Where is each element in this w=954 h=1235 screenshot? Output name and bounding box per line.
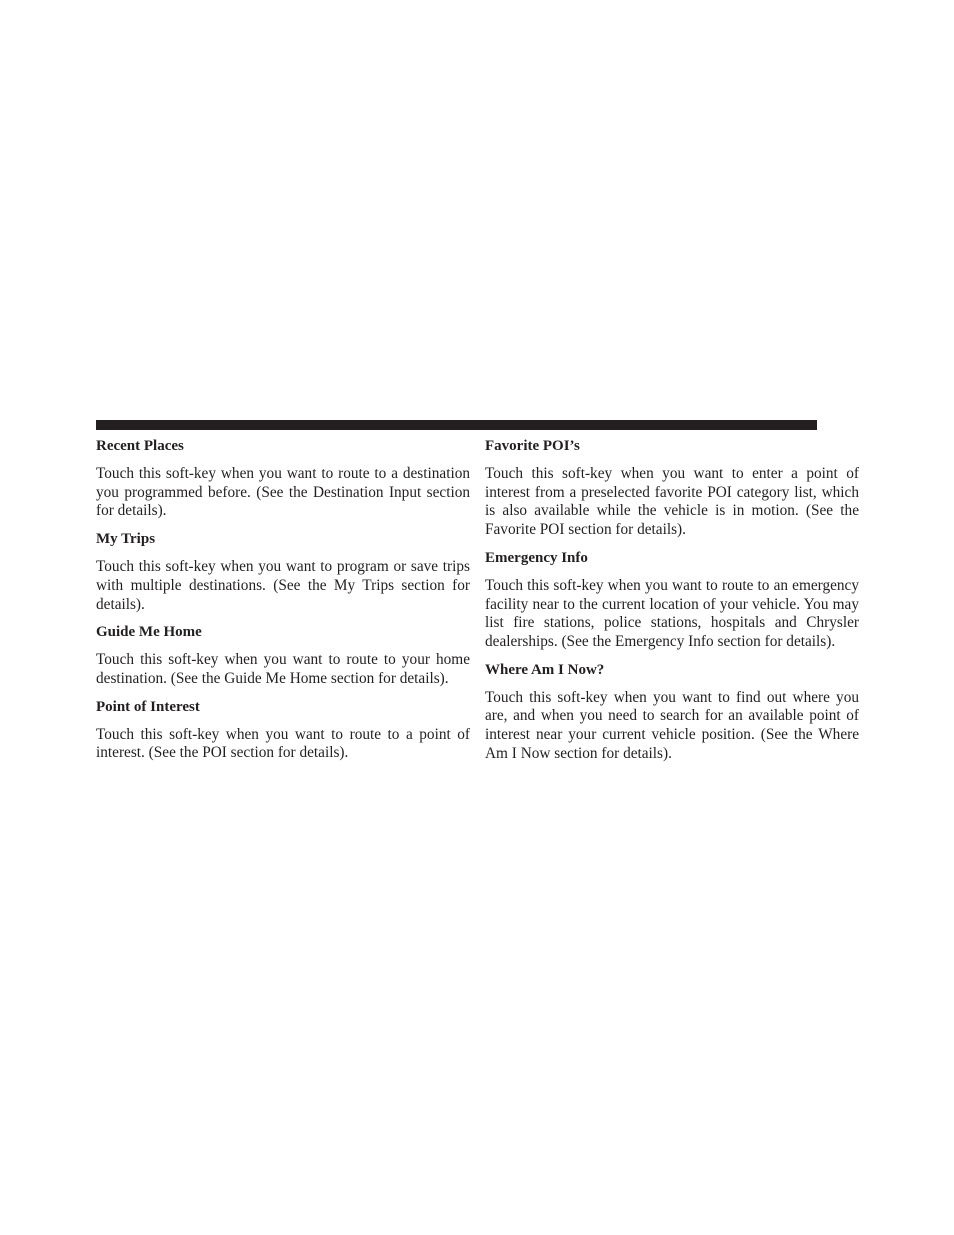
section-body: Touch this soft-key when you want to find out where you are, and when you need to search for an available point of interest near your current vehicle position. (See the Where Am I Now section for details). [485,688,859,762]
section-where-am-i-now [485,661,859,764]
section-body: Touch this soft-key when you want to route to a point of interest. (See the POI section for details). [96,725,470,762]
section-my-trips [96,530,470,614]
section-emergency-info [485,549,859,652]
section-guide-me-home [96,623,470,688]
section-body: Touch this soft-key when you want to program or save trips with multiple destinations. (See the My Trips section for details). [96,558,470,613]
section-body: Touch this soft-key when you want to enter a point of interest from a preselected favorite POI category list, which is also available while the vehicle is in motion. (See the Favorite POI section for details). [485,465,859,539]
right-column [485,437,859,772]
section-heading: My Trips [96,531,156,548]
section-body: Touch this soft-key when you want to route to an emergency facility near to the current location of your vehicle. You may list fire stations, police stations, hospitals and Chrysler dealerships. (See the Emergency Info section for details). [485,576,859,650]
section-heading: Guide Me Home [96,624,202,641]
section-heading: Point of Interest [96,698,200,715]
top-rule [96,420,817,430]
section-favorite-pois [485,437,859,540]
section-heading: Emergency Info [485,549,588,566]
section-heading: Favorite POI’s [485,438,580,454]
left-column [96,437,470,772]
section-heading: Where Am I Now? [485,661,605,678]
section-recent-places [96,437,470,521]
section-heading: Recent Places [96,438,184,454]
section-body: Touch this soft-key when you want to route to your home destination. (See the Guide Me Home section for details). [96,651,470,687]
section-point-of-interest [96,698,470,763]
section-body: Touch this soft-key when you want to route to a destination you programmed before. (See the Destination Input section for details). [96,465,470,520]
